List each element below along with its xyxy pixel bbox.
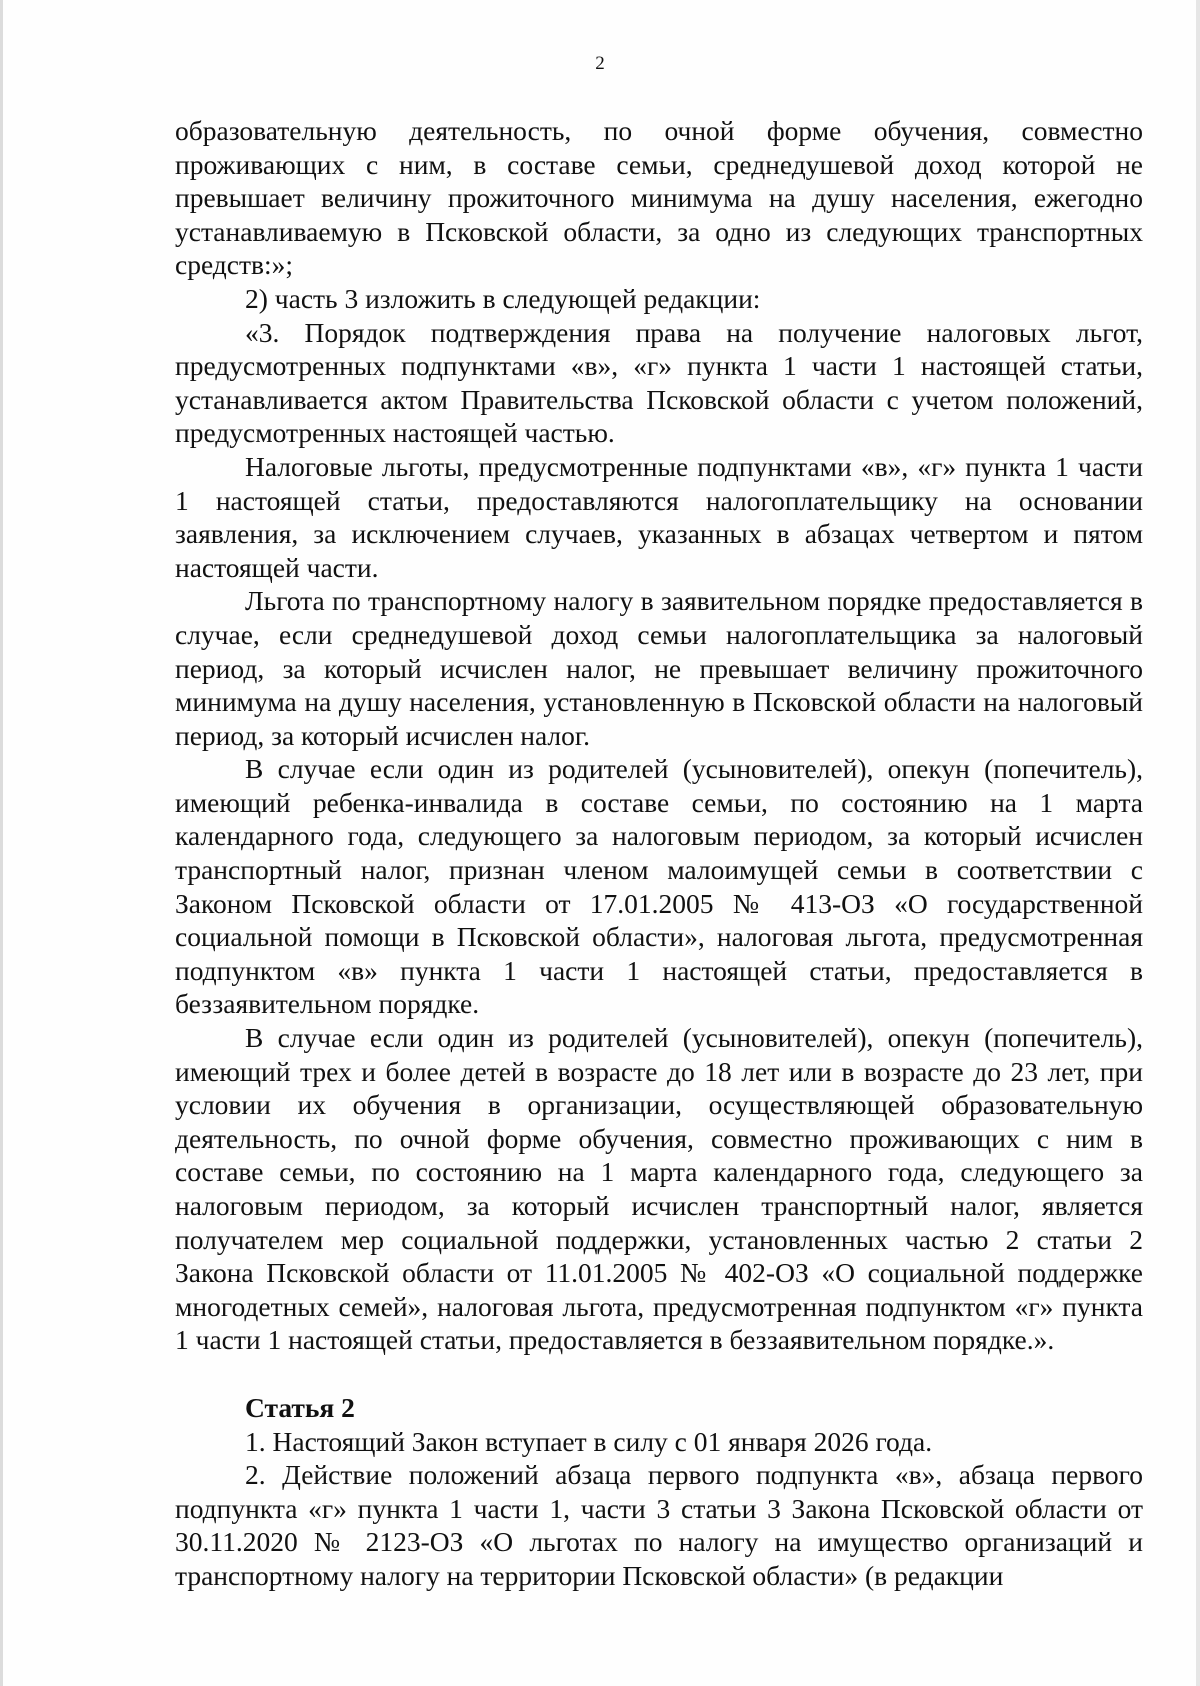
- document-body: [175, 114, 1143, 1593]
- paragraph-benefits-application: Налоговые льготы, предусмотренные подпунктами «в», «г» пункта 1 части 1 настоящей статьи, предоставляются налогоплательщику на основании заявления, за исключением случаев, указанных в абзацах четвертом и пятом настоящей части.: [175, 450, 1143, 583]
- page-number: 2: [595, 53, 605, 74]
- paragraph-large-family-case: В случае если один из родителей (усыновителей), опекун (попечитель), имеющий трех и более детей в возрасте до 18 лет или в возрасте до 23 лет, при условии их обучения в организации, осуществляющей образовательную деятельность, по очной форме обучения, совместно проживающих с ним в составе семьи, по состоянию на 1 марта календарного года, следующего за налоговым периодом, за который исчислен транспортный налог, является получателем мер социальной поддержки, установленных частью 2 статьи 2 Закона Псковской области от 11.01.2005 № 402-ОЗ «О социальной поддержке многодетных семей», налоговая льгота, предусмотренная подпунктом «г» пункта 1 части 1 настоящей статьи, предоставляется в беззаявительном порядке.».: [175, 1022, 1143, 1356]
- article-paragraph-provisions: 2. Действие положений абзаца первого подпункта «в», абзаца первого подпункта «г» пункта 1 части 1, части 3 статьи 3 Закона Псковской области от 30.11.2020 № 2123-ОЗ «О льготах по налогу на имущество организаций и транспортному налогу на территории Псковской области» (в редакции: [175, 1459, 1143, 1591]
- paragraph-transport-tax-benefit: Льгота по транспортному налогу в заявительном порядке предоставляется в случае, если среднедушевой доход семьи налогоплательщика за налоговый период, за который исчислен налог, не превышает величину прожиточного минимума на душу населения, установленную в Псковской области на налоговый период, за который исчислен налог.: [175, 585, 1143, 751]
- article-heading: Статья 2: [245, 1391, 355, 1423]
- scan-edge-right: [1196, 0, 1200, 1686]
- paragraph-continuation: образовательную деятельность, по очной форме обучения, совместно проживающих с ним, в составе семьи, среднедушевой доход которой не превышает величину прожиточного минимума на душу населения, ежегодно устанавливаемую в Псковской области, за одно из следующих транспортных средств:»;: [175, 115, 1143, 281]
- paragraph-part-3: «3. Порядок подтверждения права на получение налоговых льгот, предусмотренных подпунктами «в», «г» пункта 1 части 1 настоящей статьи, устанавливается актом Правительства Псковской области с учетом положений, предусмотренных настоящей частью.: [175, 316, 1143, 449]
- paragraph-amendment-item: 2) часть 3 изложить в следующей редакции:: [245, 282, 761, 314]
- paragraph-disabled-child-case: В случае если один из родителей (усыновителей), опекун (попечитель), имеющий ребенка-инвалида в составе семьи, по состоянию на 1 марта календарного года, следующего за налоговым периодом, за который исчислен транспортный налог, признан членом малоимущей семьи в соответствии с Законом Псковской области от 17.01.2005 № 413-ОЗ «О государственной социальной помощи в Псковской области», налоговая льгота, предусмотренная подпунктом «в» пункта 1 части 1 настоящей статьи, предоставляется в беззаявительном порядке.: [175, 753, 1143, 1020]
- article-paragraph-entry-into-force: 1. Настоящий Закон вступает в силу с 01 января 2026 года.: [245, 1425, 933, 1457]
- scan-edge-left: [0, 0, 3, 1686]
